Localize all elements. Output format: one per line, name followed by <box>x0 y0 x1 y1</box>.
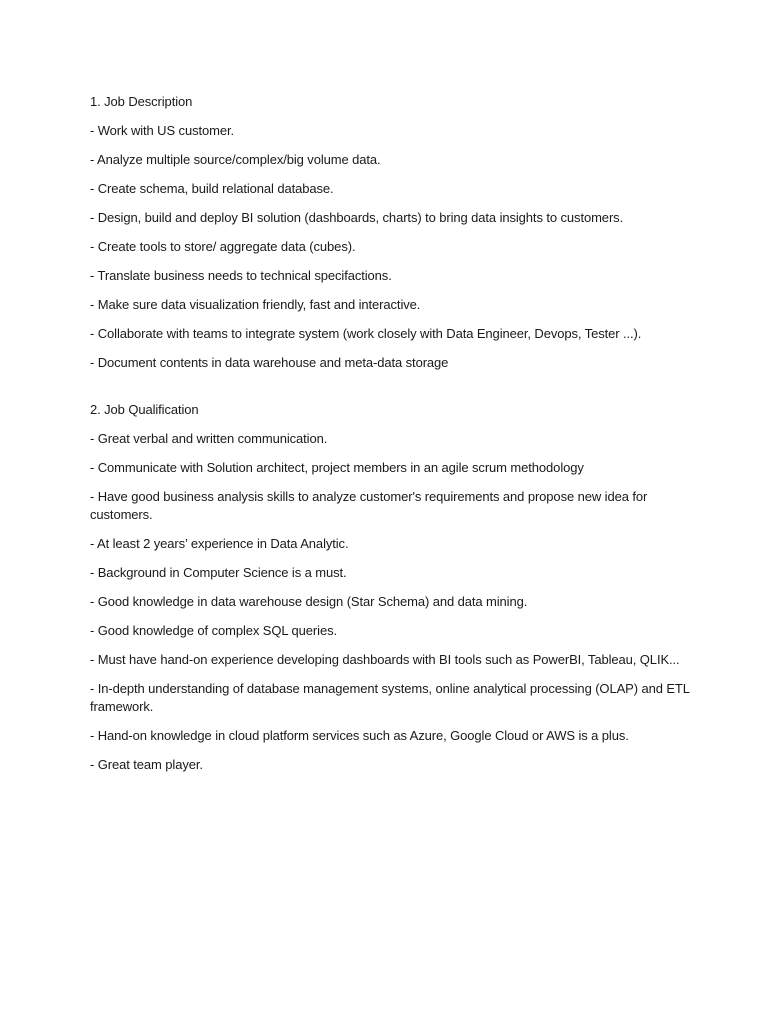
list-item: - Design, build and deploy BI solution (dashboards, charts) to bring data insights to customers. <box>90 210 624 225</box>
document-content <box>90 93 690 774</box>
list-item: - Document contents in data warehouse and meta-data storage <box>90 355 449 370</box>
list-item: - Communicate with Solution architect, project members in an agile scrum methodology <box>90 460 584 475</box>
list-item: - Great team player. <box>90 757 203 772</box>
section-job-qualification <box>90 401 690 774</box>
list-item: - Create tools to store/ aggregate data (cubes). <box>90 239 356 254</box>
list-item: - At least 2 years’ experience in Data Analytic. <box>90 536 349 551</box>
list-item: - In-depth understanding of database management systems, online analytical processing (OLAP) and ETL framework. <box>90 681 690 714</box>
list-item: - Translate business needs to technical specifactions. <box>90 268 392 283</box>
list-item: - Analyze multiple source/complex/big volume data. <box>90 152 381 167</box>
list-item: - Great verbal and written communication. <box>90 431 328 446</box>
list-item: - Collaborate with teams to integrate system (work closely with Data Engineer, Devops, Tester ...). <box>90 326 642 341</box>
section-heading: 2. Job Qualification <box>90 402 199 417</box>
list-item: - Work with US customer. <box>90 123 235 138</box>
list-item: - Good knowledge in data warehouse design (Star Schema) and data mining. <box>90 594 528 609</box>
list-item: - Make sure data visualization friendly, fast and interactive. <box>90 297 421 312</box>
list-item: - Have good business analysis skills to analyze customer's requirements and propose new idea for customers. <box>90 489 648 522</box>
section-job-description <box>90 93 690 372</box>
list-item: - Create schema, build relational database. <box>90 181 334 196</box>
section-heading: 1. Job Description <box>90 94 193 109</box>
list-item: - Good knowledge of complex SQL queries. <box>90 623 337 638</box>
list-item: - Hand-on knowledge in cloud platform services such as Azure, Google Cloud or AWS is a plus. <box>90 728 629 743</box>
list-item: - Background in Computer Science is a must. <box>90 565 347 580</box>
list-item: - Must have hand-on experience developing dashboards with BI tools such as PowerBI, Tableau, QLIK... <box>90 652 680 667</box>
